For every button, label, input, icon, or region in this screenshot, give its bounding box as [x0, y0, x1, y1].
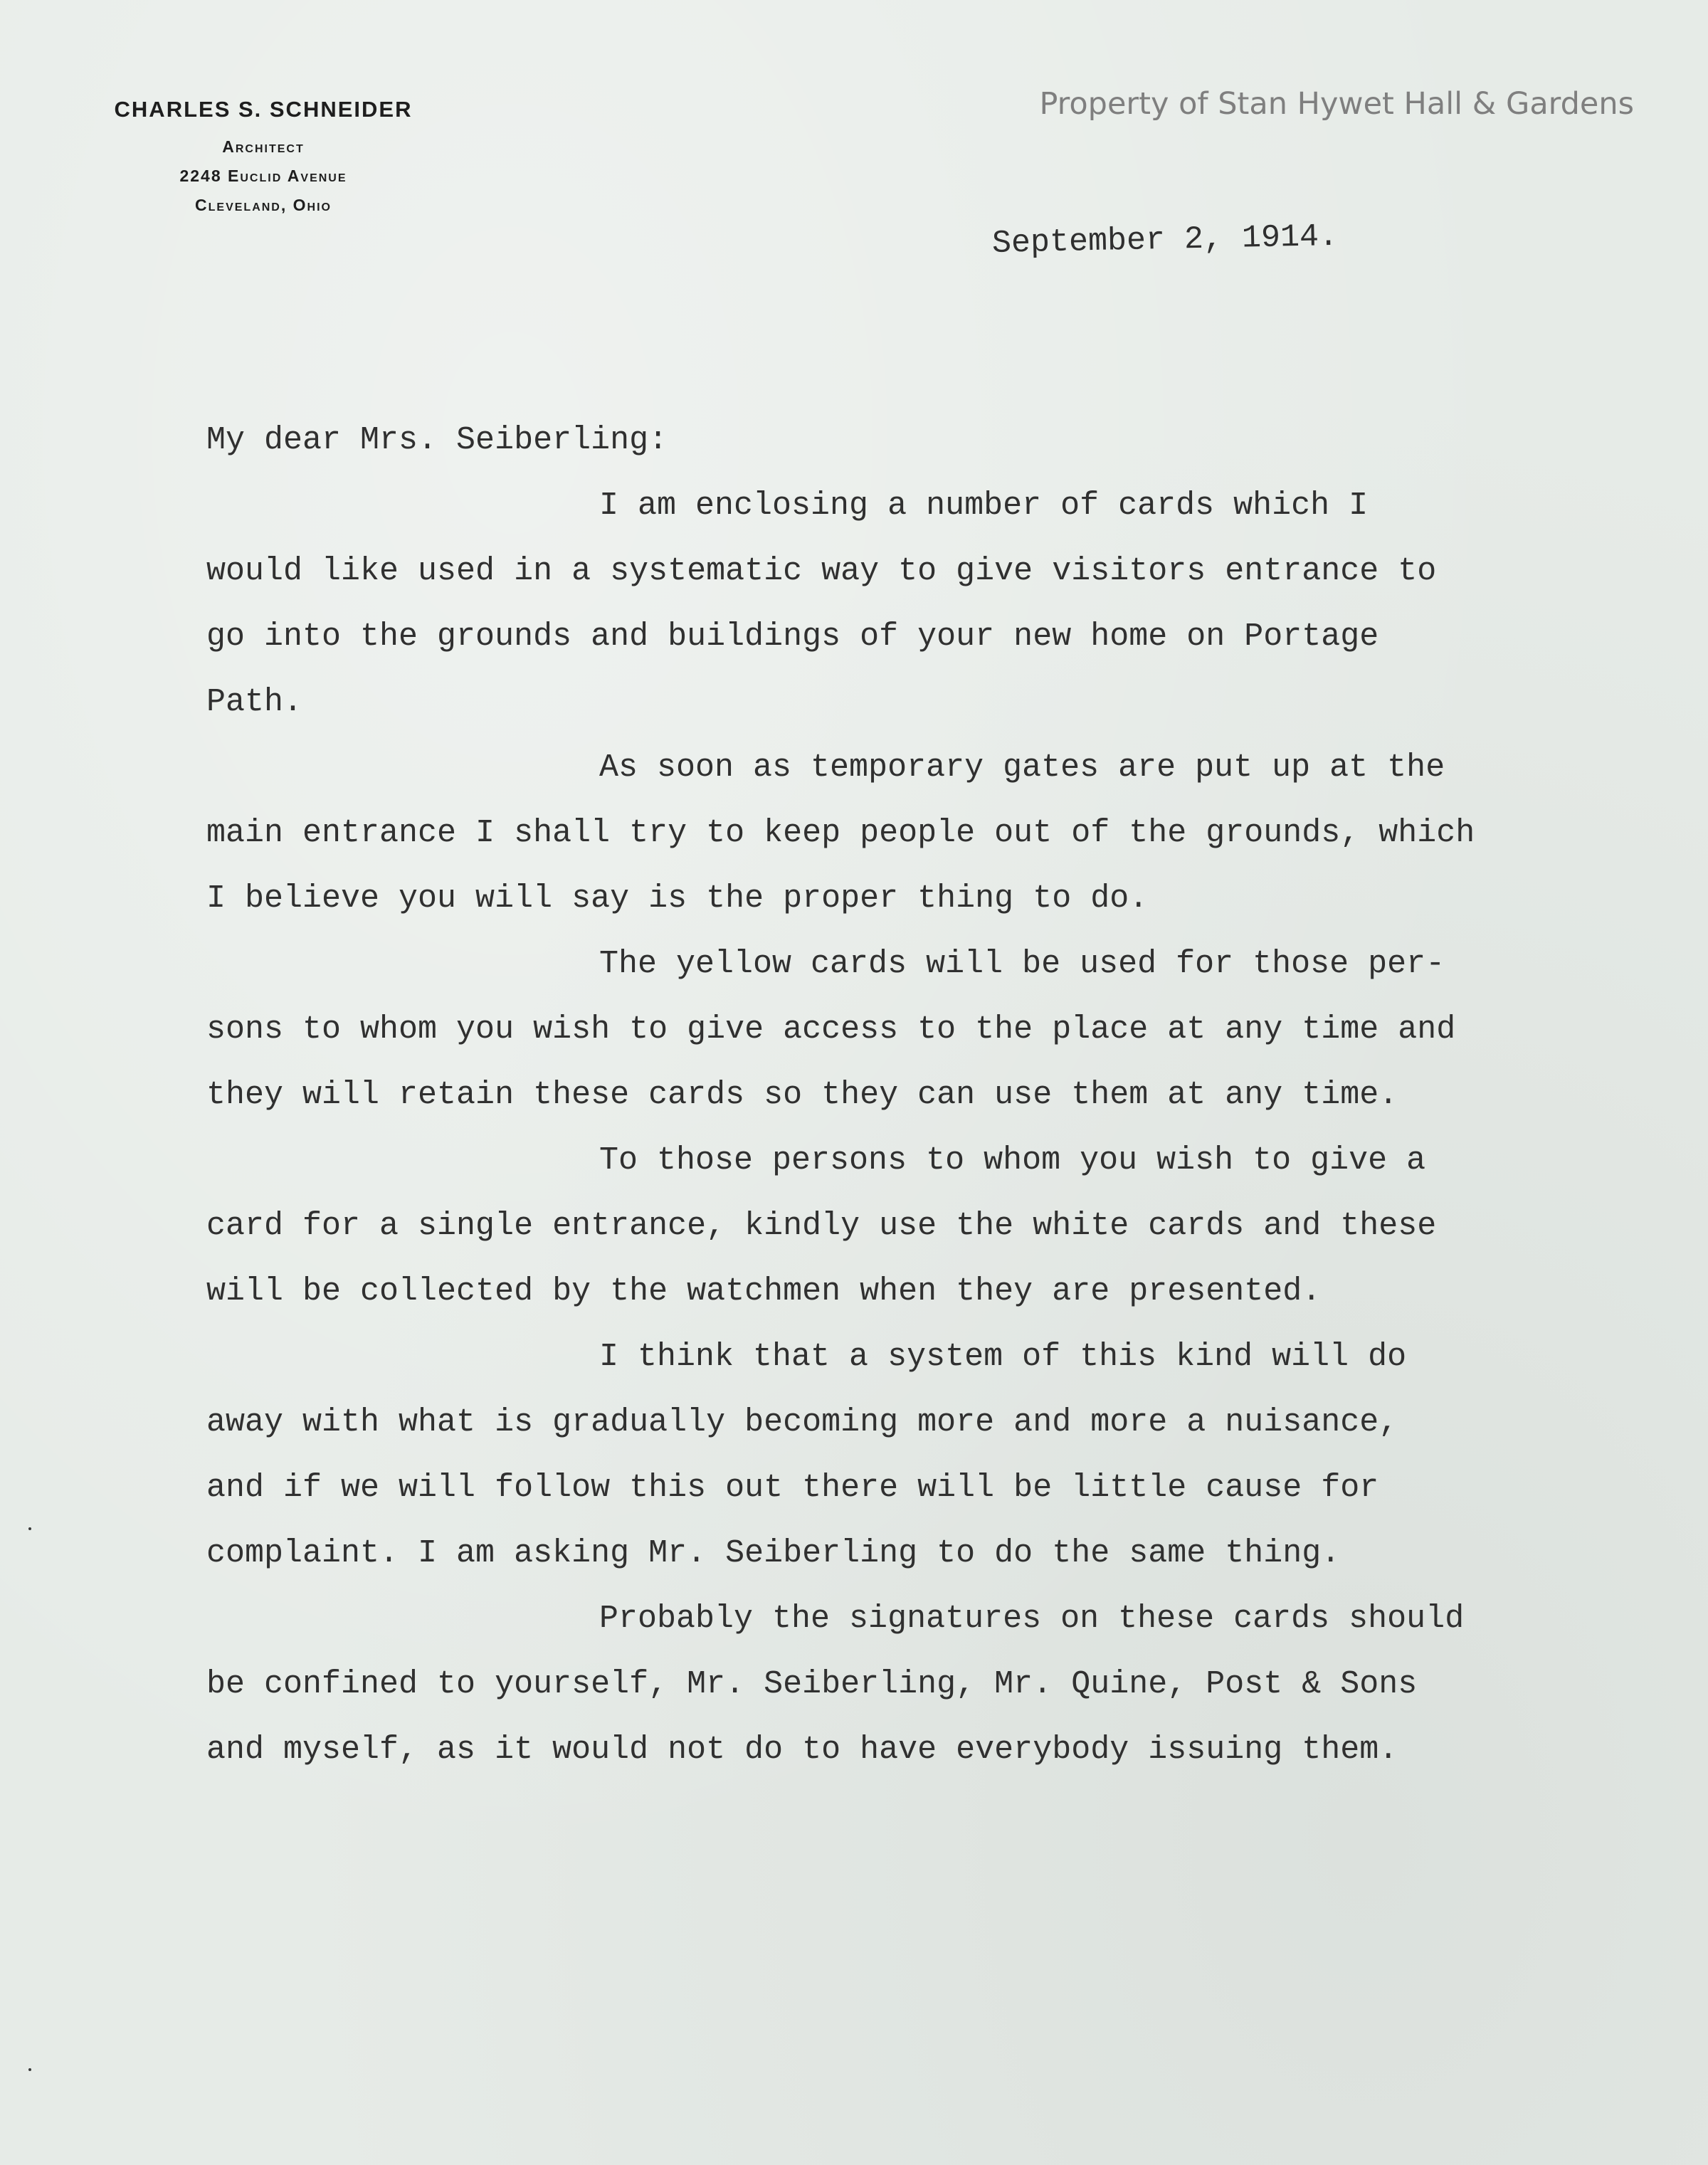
paragraph-line: Path.: [206, 684, 303, 720]
paragraph-line: and if we will follow this out there will be little cause for: [206, 1470, 1379, 1506]
salutation: My dear Mrs. Seiberling:: [206, 422, 668, 458]
paragraph-line: I am enclosing a number of cards which I: [599, 488, 1369, 524]
paragraph-line: I think that a system of this kind will do: [599, 1339, 1407, 1375]
paragraph-line: sons to whom you wish to give access to the place at any time and: [206, 1011, 1456, 1048]
letterhead: [100, 98, 427, 214]
paragraph-line: Probably the signatures on these cards should: [599, 1601, 1465, 1637]
paragraph-line: would like used in a systematic way to give visitors entrance to: [206, 553, 1437, 589]
paragraph-line: go into the grounds and buildings of your new home on Portage: [206, 618, 1379, 655]
letterhead-title: Architect: [222, 137, 305, 156]
paragraph-line: main entrance I shall try to keep people out of the grounds, which: [206, 815, 1475, 851]
paper-speck: [28, 2068, 31, 2071]
paragraph-line: I believe you will say is the proper thing to do.: [206, 880, 1149, 917]
paragraph-line: card for a single entrance, kindly use the white cards and these: [206, 1208, 1437, 1244]
paragraph-line: As soon as temporary gates are put up at the: [599, 749, 1445, 786]
paragraph-line: To those persons to whom you wish to give a: [599, 1142, 1426, 1179]
letterhead-name: CHARLES S. SCHNEIDER: [114, 97, 413, 122]
paragraph-line: they will retain these cards so they can use them at any time.: [206, 1077, 1398, 1113]
letterhead-street: 2248 Euclid Avenue: [179, 167, 347, 185]
paragraph-line: complaint. I am asking Mr. Seiberling to do the same thing.: [206, 1535, 1341, 1571]
paragraph-line: be confined to yourself, Mr. Seiberling, Mr. Quine, Post & Sons: [206, 1666, 1418, 1702]
paragraph-line: away with what is gradually becoming more and more a nuisance,: [206, 1404, 1398, 1440]
paragraph-line: The yellow cards will be used for those per-: [599, 946, 1445, 982]
ownership-watermark: Property of Stan Hywet Hall & Gardens: [1039, 86, 1634, 122]
letter-date: September 2, 1914.: [991, 218, 1339, 262]
paragraph-line: will be collected by the watchmen when they are presented.: [206, 1273, 1322, 1310]
paper-speck: [28, 1527, 31, 1530]
letter-body: [206, 424, 1559, 1799]
paragraph-line: and myself, as it would not do to have everybody issuing them.: [206, 1732, 1398, 1768]
letterhead-city: Cleveland, Ohio: [195, 196, 332, 214]
